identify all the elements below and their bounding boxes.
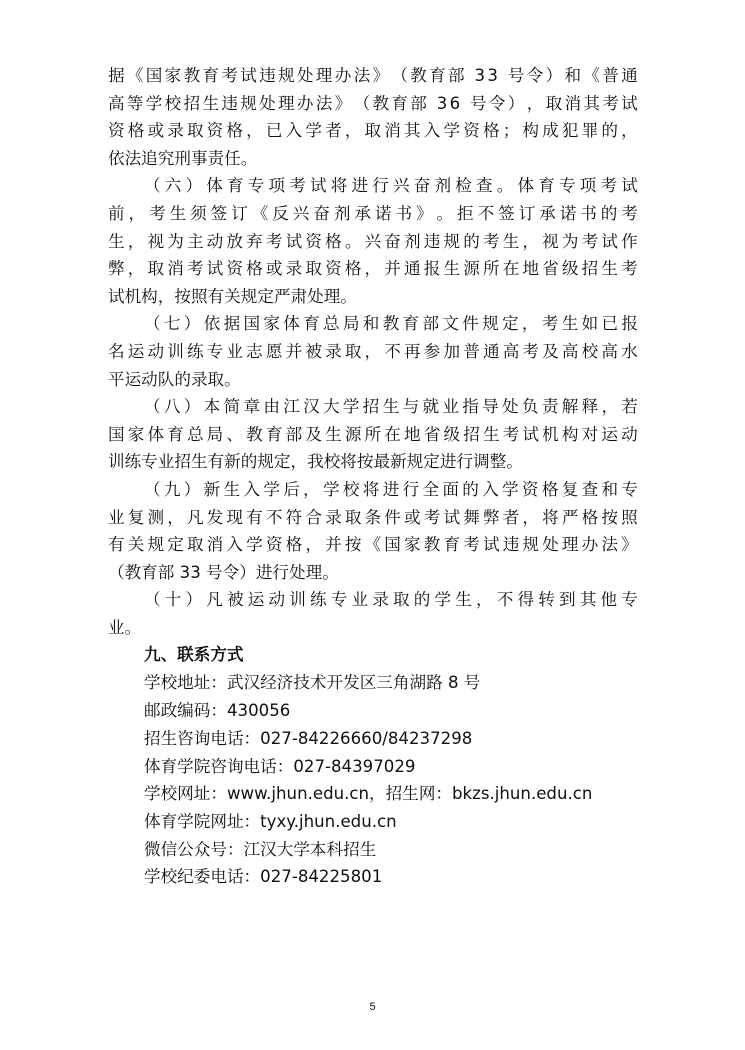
page-number: 5 (369, 1001, 376, 1013)
section-heading-contact: 九、联系方式 (144, 645, 244, 665)
text-line: 依法追究刑事责任。 (108, 148, 258, 168)
text-line: 生 ， 视 为 主 动 放 弃 考 试 资 格 。 兴 奋 剂 违 规 的 考 生 ， 视 为 考 试 作 (108, 231, 638, 251)
text-line: 平运动队的录取。 (108, 369, 241, 389)
contact-address: 学校地址：武汉经济技术开发区三角湖路 8 号 (144, 673, 481, 693)
contact-postcode: 邮政编码：430056 (144, 701, 291, 721)
text-line: 业 复 测 ， 凡 发 现 有 不 符 合 录 取 条 件 或 考 试 舞 弊 者 ， 将 严 格 按 照 (108, 507, 638, 527)
text-line: （ 八 ） 本 简 章 由 江 汉 大 学 招 生 与 就 业 指 导 处 负 责 解 释 ， 若 (144, 397, 638, 417)
text-line: 高 等 学 校 招 生 违 规 处 理 办 法 》 （ 教 育 部 3 6 号 令 ） ， 取 消 其 考 试 (108, 93, 638, 113)
text-line: （ 六 ） 体 育 专 项 考 试 将 进 行 兴 奋 剂 检 查 。 体 育 专 项 考 试 (144, 176, 638, 196)
paragraph-item-10 (108, 586, 638, 641)
paragraph-item-8 (108, 393, 638, 476)
text-line: 弊 ， 取 消 考 试 资 格 或 录 取 资 格 ， 并 通 报 生 源 所 在 地 省 级 招 生 考 (108, 259, 638, 279)
paragraph-item-9 (108, 476, 638, 586)
text-line: （ 九 ） 新 生 入 学 后 ， 学 校 将 进 行 全 面 的 入 学 资 格 复 查 和 专 (144, 479, 638, 499)
text-line: 训练专业招生有新的规定，我校将按最新规定进行调整。 (108, 452, 523, 472)
text-line: 业。 (108, 617, 142, 637)
text-line: 国 家 体 育 总 局 、 教 育 部 及 生 源 所 在 地 省 级 招 生 考 试 机 构 对 运 动 (108, 424, 638, 444)
paragraph-item-7 (108, 310, 638, 393)
text-line: （ 七 ） 依 据 国 家 体 育 总 局 和 教 育 部 文 件 规 定 ， 考 生 如 已 报 (144, 314, 638, 334)
contact-websites: 学校网址：www.jhun.edu.cn，招生网：bkzs.jhun.edu.cn (144, 784, 593, 804)
contact-sports-college-website: 体育学院网址：tyxy.jhun.edu.cn (144, 811, 397, 831)
text-line: （教育部 33 号令）进行处理。 (108, 562, 339, 582)
contact-list (108, 669, 638, 891)
contact-wechat: 微信公众号：江汉大学本科招生 (144, 839, 377, 859)
contact-admissions-phone: 招生咨询电话：027-84226660/84237298 (144, 728, 473, 748)
contact-sports-college-phone: 体育学院咨询电话：027-84397029 (144, 756, 416, 776)
paragraph-continuation (108, 62, 638, 172)
paragraph-item-6 (108, 172, 638, 310)
text-line: 有 关 规 定 取 消 入 学 资 格 ， 并 按 《 国 家 教 育 考 试 违 规 处 理 办 法 》 (108, 535, 638, 555)
text-line: 据 《 国 家 教 育 考 试 违 规 处 理 办 法 》 （ 教 育 部 3 3 号 令 ） 和 《 普 通 (108, 66, 638, 85)
text-line: 名 运 动 训 练 专 业 志 愿 并 被 录 取 ， 不 再 参 加 普 通 高 考 及 高 校 高 水 (108, 341, 638, 361)
text-line: 试机构，按照有关规定严肃处理。 (108, 286, 357, 306)
contact-discipline-phone: 学校纪委电话：027-84225801 (144, 867, 383, 887)
text-line: （ 十 ） 凡 被 运 动 训 练 专 业 录 取 的 学 生 ， 不 得 转 到 其 他 专 (144, 590, 638, 610)
document-body (108, 62, 638, 891)
text-line: 前 ， 考 生 须 签 订 《 反 兴 奋 剂 承 诺 书 》 。 拒 不 签 订 承 诺 书 的 考 (108, 203, 638, 223)
text-line: 资 格 或 录 取 资 格 ， 已 入 学 者 ， 取 消 其 入 学 资 格 ； 构 成 犯 罪 的 ， (108, 121, 638, 141)
